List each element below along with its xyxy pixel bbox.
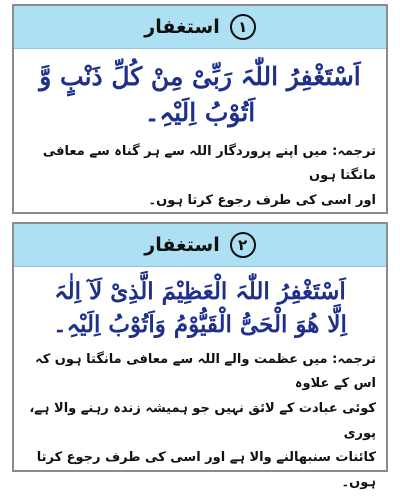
section-1-number-badge bbox=[230, 14, 256, 40]
section-2-title-bar bbox=[14, 224, 386, 267]
section-1-translation-line-2: اور اسی کی طرف رجوع کرتا ہوں۔ bbox=[148, 192, 376, 208]
section-2-translation-line-3: کائنات سنبھالنے والا ہے اور اسی کی طرف رجوع کرتا ہوں۔ bbox=[36, 450, 376, 491]
section-1-translation bbox=[14, 140, 386, 214]
section-2-arabic-line-2: اِلَّا ھُوَ الْحَیُّ الْقَیُّوْمُ وَاَتُوْبُ اِلَیْہِ۔ bbox=[53, 311, 347, 339]
section-2-arabic-text bbox=[14, 275, 386, 342]
section-1-title-bar bbox=[14, 6, 386, 49]
section-2-title: استغفار bbox=[144, 234, 220, 256]
section-1-title: استغفار bbox=[144, 16, 220, 38]
section-1-number: ١ bbox=[238, 18, 248, 36]
section-1-arabic-line-1: اَسْتَغْفِرُ اللّٰہَ رَبِّیْ مِنْ کُلِّ ذَنْبٍ وَّ bbox=[39, 62, 361, 91]
section-2-translation-line-2: کوئی عبادت کے لائق نہیں جو ہمیشہ زندہ رہنے والا ہے، پوری bbox=[29, 401, 376, 441]
section-2-translation-line-1: ترجمہ: میں عظمت والے اللہ سے معافی مانگتا ہوں کہ اس کے علاوہ bbox=[35, 351, 376, 392]
section-2-arabic-line-1: اَسْتَغْفِرُ اللّٰہَ الْعَظِیْمَ الَّذِیْ لَآ اِلٰہَ bbox=[54, 278, 346, 305]
section-2-number: ٢ bbox=[238, 236, 248, 254]
section-2-number-badge bbox=[230, 232, 256, 258]
section-1-arabic-text bbox=[14, 59, 386, 132]
section-1-translation-line-1: ترجمہ: میں اپنے پروردگار اللہ سے ہر گناہ سے معافی مانگتا ہوں bbox=[42, 143, 376, 184]
section-1-arabic-line-2: اَتُوْبُ اِلَیْہِ۔ bbox=[144, 98, 256, 128]
istighfar-card-2 bbox=[12, 222, 388, 491]
istighfar-card-1 bbox=[12, 4, 388, 214]
section-2-translation bbox=[14, 348, 386, 496]
